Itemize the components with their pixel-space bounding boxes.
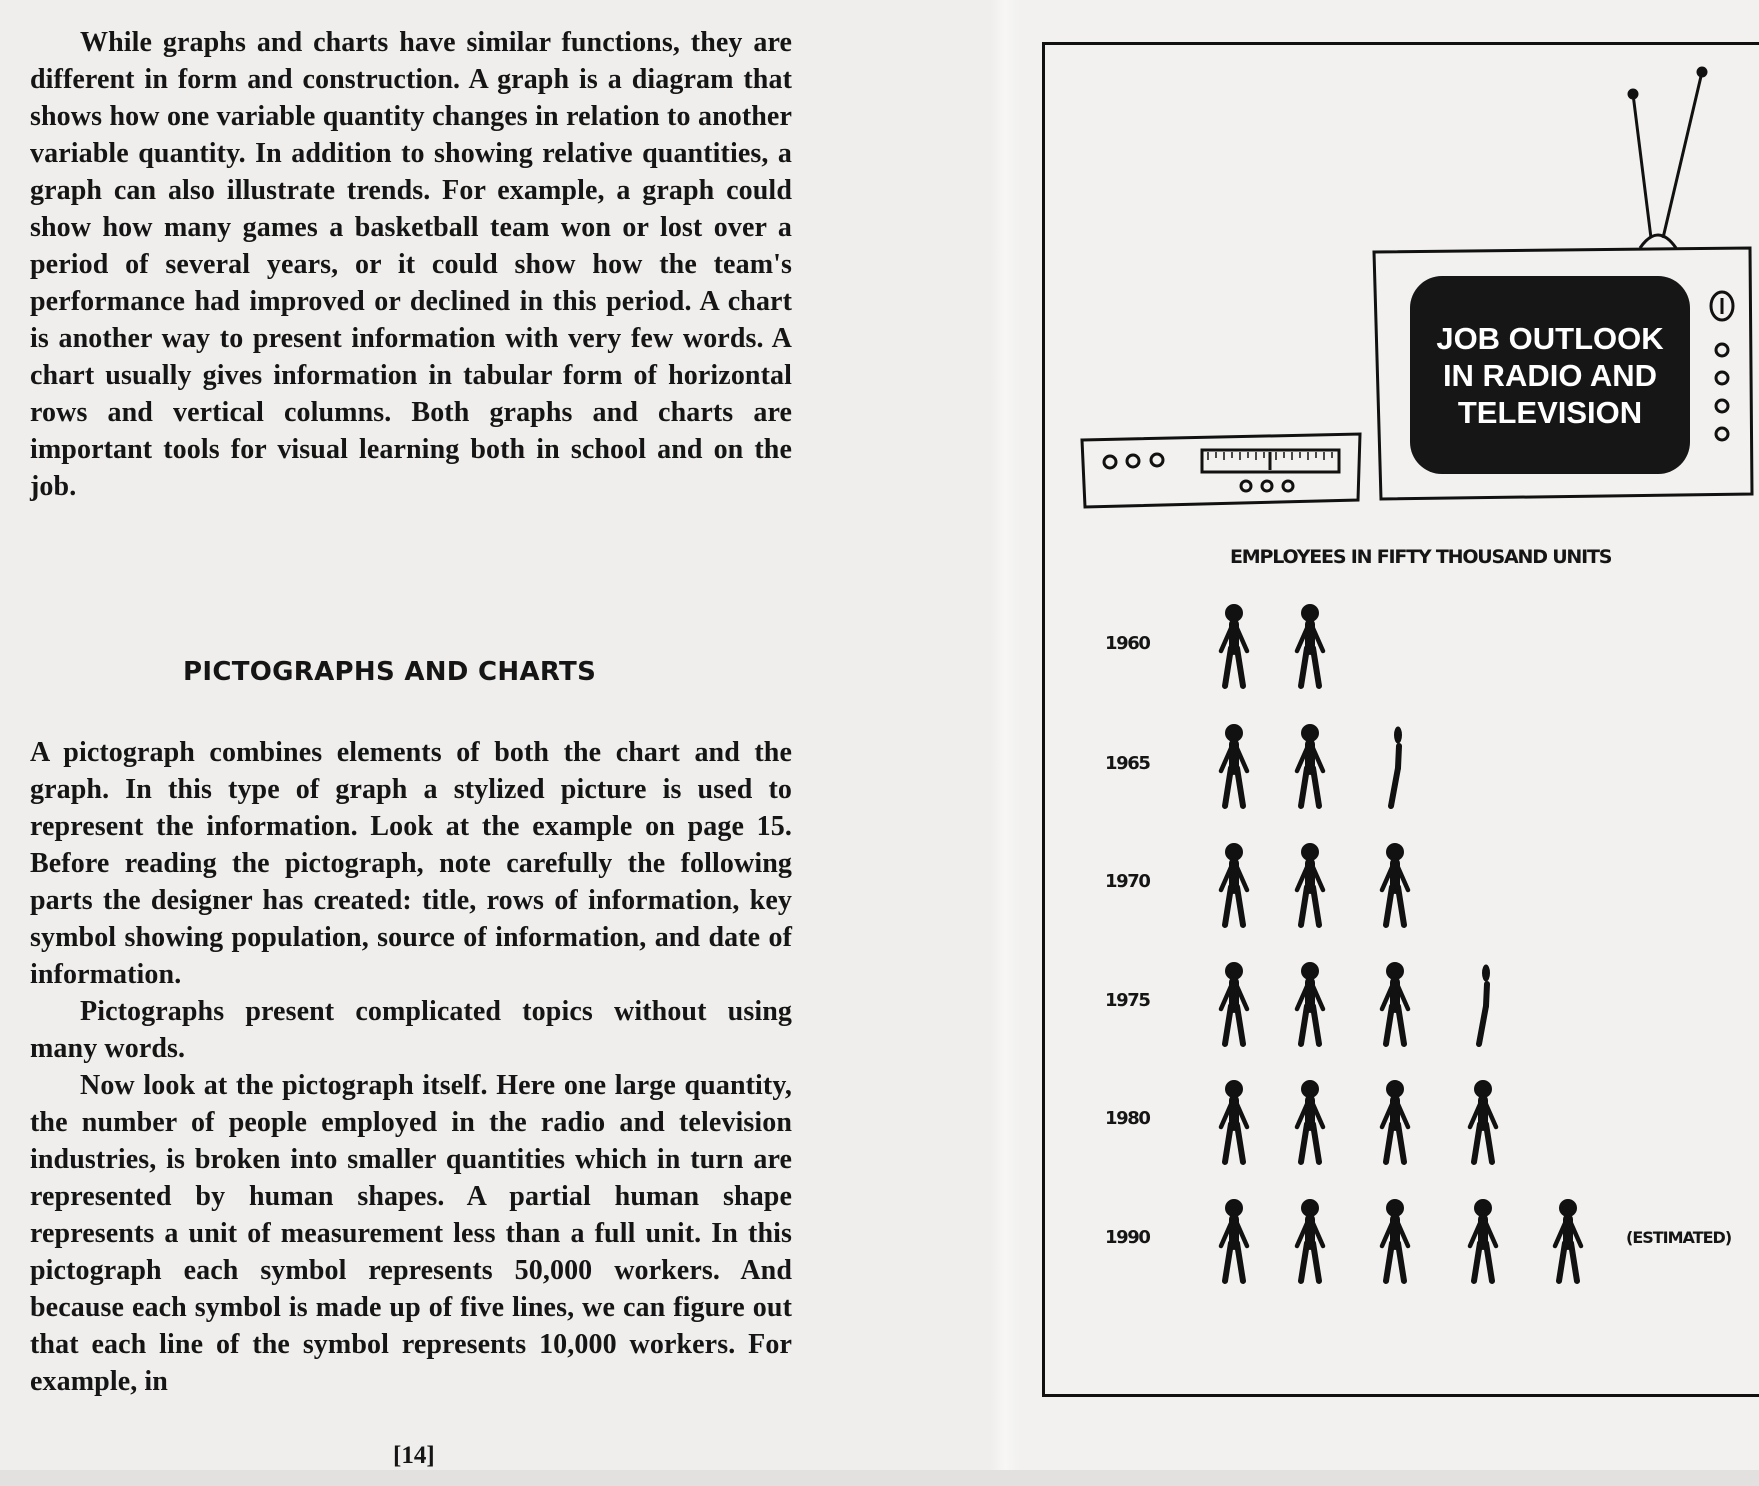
title-line-1: JOB OUTLOOK bbox=[1436, 320, 1664, 356]
pictograph-unit-label: EMPLOYEES IN FIFTY THOUSAND UNITS bbox=[1230, 546, 1612, 568]
paragraph-pictograph-topics: Pictographs present complicated topics without using many words. bbox=[30, 996, 792, 1064]
year-label-1990: 1990 bbox=[1105, 1227, 1150, 1248]
pictograph-frame bbox=[1042, 42, 1759, 1397]
year-label-1975: 1975 bbox=[1105, 990, 1150, 1011]
title-line-2: IN RADIO AND bbox=[1442, 357, 1658, 393]
paragraph-pictograph-explanation: Now look at the pictograph itself. Here one large quantity, the number of people employed in the radio and television industries, is broken into smaller quantities which in turn are represented by human shapes. A partial human shape represents a unit of measurement less than a full unit. In this pictograph each symbol represents 50,000 workers. And because each symbol is made up of five lines, we can figure out that each line of the symbol represents 10,000 workers. For example, in bbox=[30, 1070, 792, 1397]
paragraph-pictograph-intro: A pictograph combines elements of both the chart and the graph. In this type of graph a stylized picture is used to represent the information. Look at the example on page 15. Before reading the pictograph, note carefully the following parts the designer has created: title, rows of information, key symbol showing population, source of information, and date of information. bbox=[30, 737, 792, 990]
scan-bottom-edge bbox=[0, 1470, 1759, 1486]
section-heading: PICTOGRAPHS AND CHARTS bbox=[183, 657, 597, 687]
paragraph-graphs-vs-charts: While graphs and charts have similar functions, they are different in form and construction. A graph is a diagram that shows how one variable quantity changes in relation to another variable quantity. In addition to showing relative quantities, a graph can also illustrate trends. For example, a graph could show how many games a basketball team won or lost over a period of several years, or it could show how the team's performance had improved or declined in this period. A chart is another way to present information with very few words. A chart usually gives information in tabular form of horizontal rows and vertical columns. Both graphs and charts are important tools for visual learning both in school and on the job. bbox=[30, 27, 792, 502]
title-line-3: TELEVISION bbox=[1457, 394, 1643, 430]
year-label-1980: 1980 bbox=[1105, 1108, 1150, 1129]
year-label-1970: 1970 bbox=[1105, 871, 1150, 892]
page-gutter bbox=[990, 0, 1020, 1486]
estimated-note: (ESTIMATED) bbox=[1626, 1228, 1732, 1247]
year-label-1965: 1965 bbox=[1105, 753, 1150, 774]
year-label-1960: 1960 bbox=[1105, 633, 1150, 654]
tv-screen-title bbox=[1410, 276, 1690, 474]
page-number: [14] bbox=[393, 1442, 435, 1469]
